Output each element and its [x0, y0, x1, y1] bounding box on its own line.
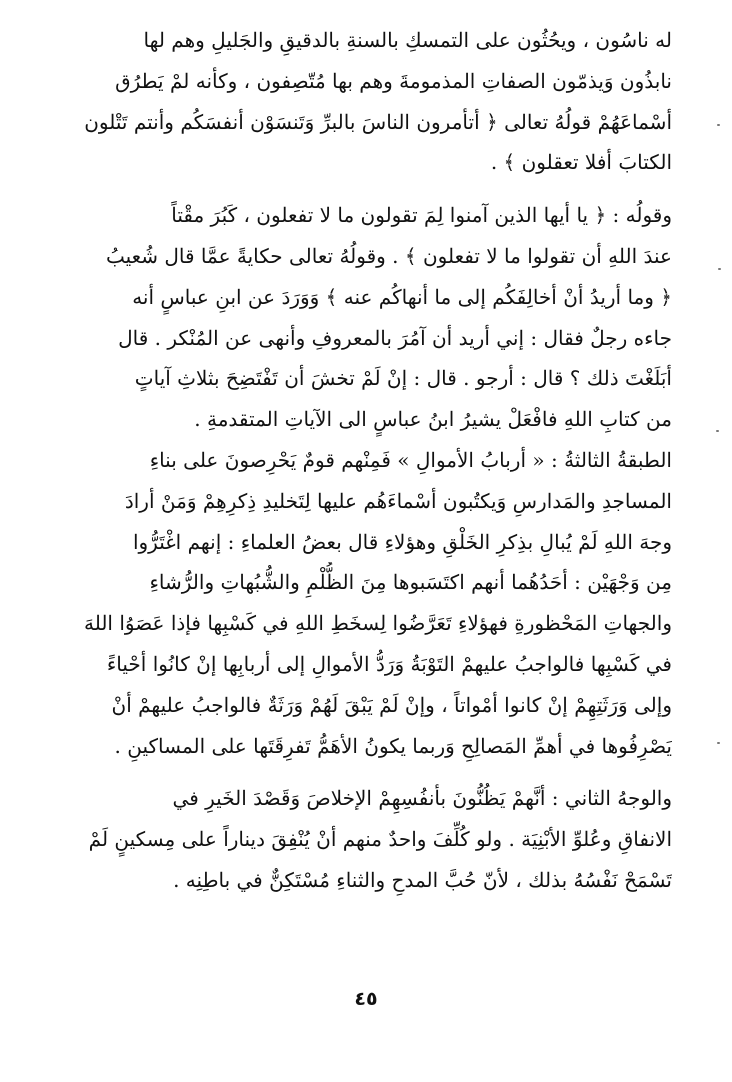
text-line: أسْماعَهُمْ قولُهُ تعالى ﴿ أتأمرون الناسَ بالبرِّ وَتَنسَوْن أنفسَكُم وأنتم تَتْلون: [84, 109, 672, 134]
paragraph: [36, 195, 672, 440]
paragraph: [36, 440, 672, 766]
text-line: المساجدِ والمَدارسِ وَيكتُبون أسْماءَهُم عليها لِتَخليدِ ذِكرِهِمْ وَمَنْ أرادَ: [124, 488, 672, 513]
paragraph: [36, 20, 672, 183]
text-line: أبَلَغْتَ ذلك ؟ قال : أرجو . قال : إنْ لَمْ تخشَ أن تَفْتَضِحَ بثلاثِ آياتٍ: [134, 366, 672, 391]
text-line: من كتابِ اللهِ فافْعَلْ يشيرُ ابنُ عباسٍ الى الآياتِ المتقدمةِ .: [194, 407, 672, 432]
paragraph-gap: [36, 766, 672, 778]
text-line: والجهاتِ المَحْظورةِ فهؤلاءِ تَعَرَّضُوا لِسخَطِ اللهِ في كَسْبِها فإذا عَصَوُا اللهَ: [83, 611, 672, 636]
text-line: وجهَ اللهِ لَمْ يُبالِ بذِكرِ الخَلْقِ وهؤلاءِ قال بعضُ العلماءِ : إنهم اغْتَرُّوا: [132, 529, 672, 554]
paragraph-gap: [36, 183, 672, 195]
text-line: الطبقةُ الثالثةُ : « أربابُ الأموالِ » فَمِنْهم قومٌ يَحْرِصونَ على بناءِ: [149, 447, 672, 472]
text-line: يَصْرِفُوها في أهمِّ المَصالِحِ وَربما يكونُ الأهَمُّ تَفرِقَتَها على المساكينِ .: [114, 733, 672, 758]
text-line: في كَسْبِها فالواجبُ عليهمْ التَوْبَةُ وَرَدُّ الأموالِ إلى أربابِها إنْ كانُوا أحْياءً: [106, 651, 672, 676]
scan-speck: [717, 742, 720, 744]
text-line: تَسْمَحْ نَفْسُهُ بذلك ، لأنّ حُبَّ المدحِ والثناءِ مُسْتَكِنٌّ في باطِنِه .: [173, 867, 672, 892]
text-line: ﴿ وما أريدُ أنْ أخالِفَكُم إلى ما أنهاكُم عنه ﴾ وَوَرَدَ عن ابنِ عباسٍ أنه: [132, 284, 672, 309]
text-line: الانفاقِ وعُلوِّ الأبْنِيَة . ولو كُلِّفَ واحدٌ منهم أنْ يُنْفِقَ ديناراً على مِسكينٍ لَمْ: [88, 827, 672, 852]
paragraph: [36, 778, 672, 900]
text-line: له ناسُون ، ويحُثُون على التمسكِ بالسنةِ بالدقيقِ والجَليلِ وهم لها: [143, 28, 672, 52]
text-line: عندَ اللهِ أن تقولوا ما لا تفعلون ﴾ . وقولُهُ تعالى حكايةً عمَّا قال شُعيبُ: [105, 243, 672, 268]
scan-speck: [717, 124, 720, 126]
text-line: وقولُه : ﴿ يا أيها الذين آمنوا لِمَ تقولون ما لا تفعلون ، كَبُرَ مقْتاً: [171, 203, 672, 228]
body-text: [36, 20, 672, 901]
text-line: الكتابَ أفلا تعقلون ﴾ .: [490, 150, 672, 175]
page-number: ٤٥: [354, 988, 378, 1010]
scan-speck: [716, 430, 719, 432]
text-line: مِن وَجْهَيْن : أحَدُهُما أنهم اكتَسَبوها مِنَ الظُّلْمِ والشُّبُهاتِ والرُّشاءِ: [149, 570, 672, 595]
text-line: وإلى وَرَثَتِهِمْ إنْ كانوا أمْواتاً ، وإنْ لَمْ يَبْقَ لَهُمْ وَرَثَةٌ فالواجبُ عليهمْ أنْ: [111, 692, 672, 717]
text-line: نابذُون وَيذمّون الصفاتِ المذمومةَ وهم بها مُتّصِفون ، وكأنه لمْ يَطرُق: [115, 68, 672, 93]
text-line: والوجهُ الثاني : أنَّهمْ يَظُنُّونَ بأنفُسِهِمْ الإخلاصَ وَقَصْدَ الخَيرِ في: [172, 786, 672, 811]
text-line: جاءه رجلٌ فقال : إني أريد أن آمُرَ بالمعروفِ وأنهى عن المُنْكر . قال: [118, 325, 672, 350]
scan-speck: [718, 268, 721, 270]
